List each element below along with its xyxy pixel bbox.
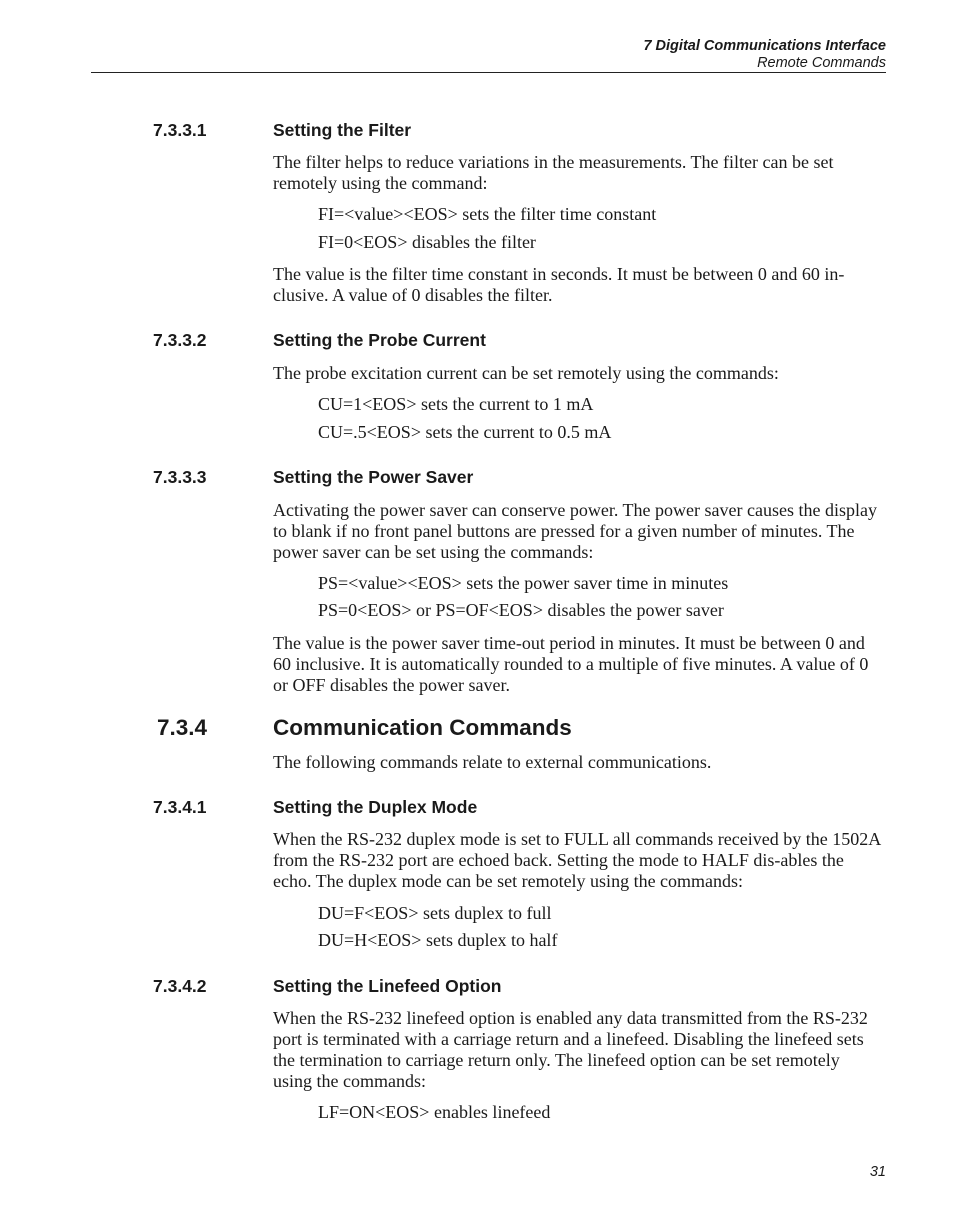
section-heading: Setting the Duplex Mode — [273, 797, 478, 817]
section-number: 7.3.4 — [157, 715, 208, 740]
command-line: DU=H<EOS> sets duplex to half — [318, 930, 558, 950]
section-number: 7.3.3.3 — [153, 467, 207, 487]
section-heading: Setting the Power Saver — [273, 467, 474, 487]
section-number: 7.3.3.1 — [153, 120, 207, 140]
section-heading: Setting the Probe Current — [273, 330, 486, 350]
command-line: PS=0<EOS> or PS=OF<EOS> disables the power saver — [318, 600, 724, 620]
section-heading: Communication Commands — [273, 715, 572, 740]
command-line: FI=0<EOS> disables the filter — [318, 232, 536, 252]
paragraph: When the RS-232 linefeed option is enabled any data transmitted from the RS-232 port is terminated with a carriage return and a linefeed. Disabling the linefeed sets the termination to carriage return only. The linefeed option can be set remotely using the commands: — [273, 1008, 868, 1091]
paragraph: The value is the power saver time-out period in minutes. It must be between 0 and 60 inclusive. It is automatically rounded to a multiple of five minutes. A value of 0 or OFF disables the power saver. — [273, 633, 869, 695]
command-line: LF=ON<EOS> enables linefeed — [318, 1102, 551, 1122]
paragraph: The filter helps to reduce variations in the measurements. The filter can be set remotely using the command: — [273, 152, 834, 193]
command-line: CU=1<EOS> sets the current to 1 mA — [318, 394, 594, 414]
page-number: 31 — [869, 1164, 886, 1180]
running-header — [643, 38, 886, 72]
paragraph: The following commands relate to external communications. — [273, 752, 712, 772]
command-line: FI=<value><EOS> sets the filter time constant — [318, 204, 657, 224]
section-number: 7.3.4.1 — [153, 797, 207, 817]
paragraph: When the RS-232 duplex mode is set to FULL all commands received by the 1502A from the RS-232 port are echoed back. Setting the mode to HALF dis-ables the echo. The duplex mode can be set remotely using the commands: — [273, 829, 881, 891]
section-number: 7.3.4.2 — [153, 976, 207, 996]
section-heading: Setting the Filter — [273, 120, 412, 140]
section-heading: Setting the Linefeed Option — [273, 976, 502, 996]
command-line: PS=<value><EOS> sets the power saver time in minutes — [318, 573, 729, 593]
section-number: 7.3.3.2 — [153, 330, 207, 350]
command-line: CU=.5<EOS> sets the current to 0.5 mA — [318, 422, 612, 442]
header-rule — [91, 72, 886, 73]
chapter-title: 7 Digital Communications Interface — [643, 38, 886, 54]
paragraph: The value is the filter time constant in seconds. It must be between 0 and 60 in-clusive. A value of 0 disables the filter. — [273, 264, 845, 305]
section-title: Remote Commands — [757, 55, 886, 71]
command-line: DU=F<EOS> sets duplex to full — [318, 903, 552, 923]
paragraph: Activating the power saver can conserve power. The power saver causes the display to blank if no front panel buttons are pressed for a given number of minutes. The power saver can be set using the commands: — [273, 500, 877, 562]
paragraph: The probe excitation current can be set remotely using the commands: — [273, 363, 779, 383]
